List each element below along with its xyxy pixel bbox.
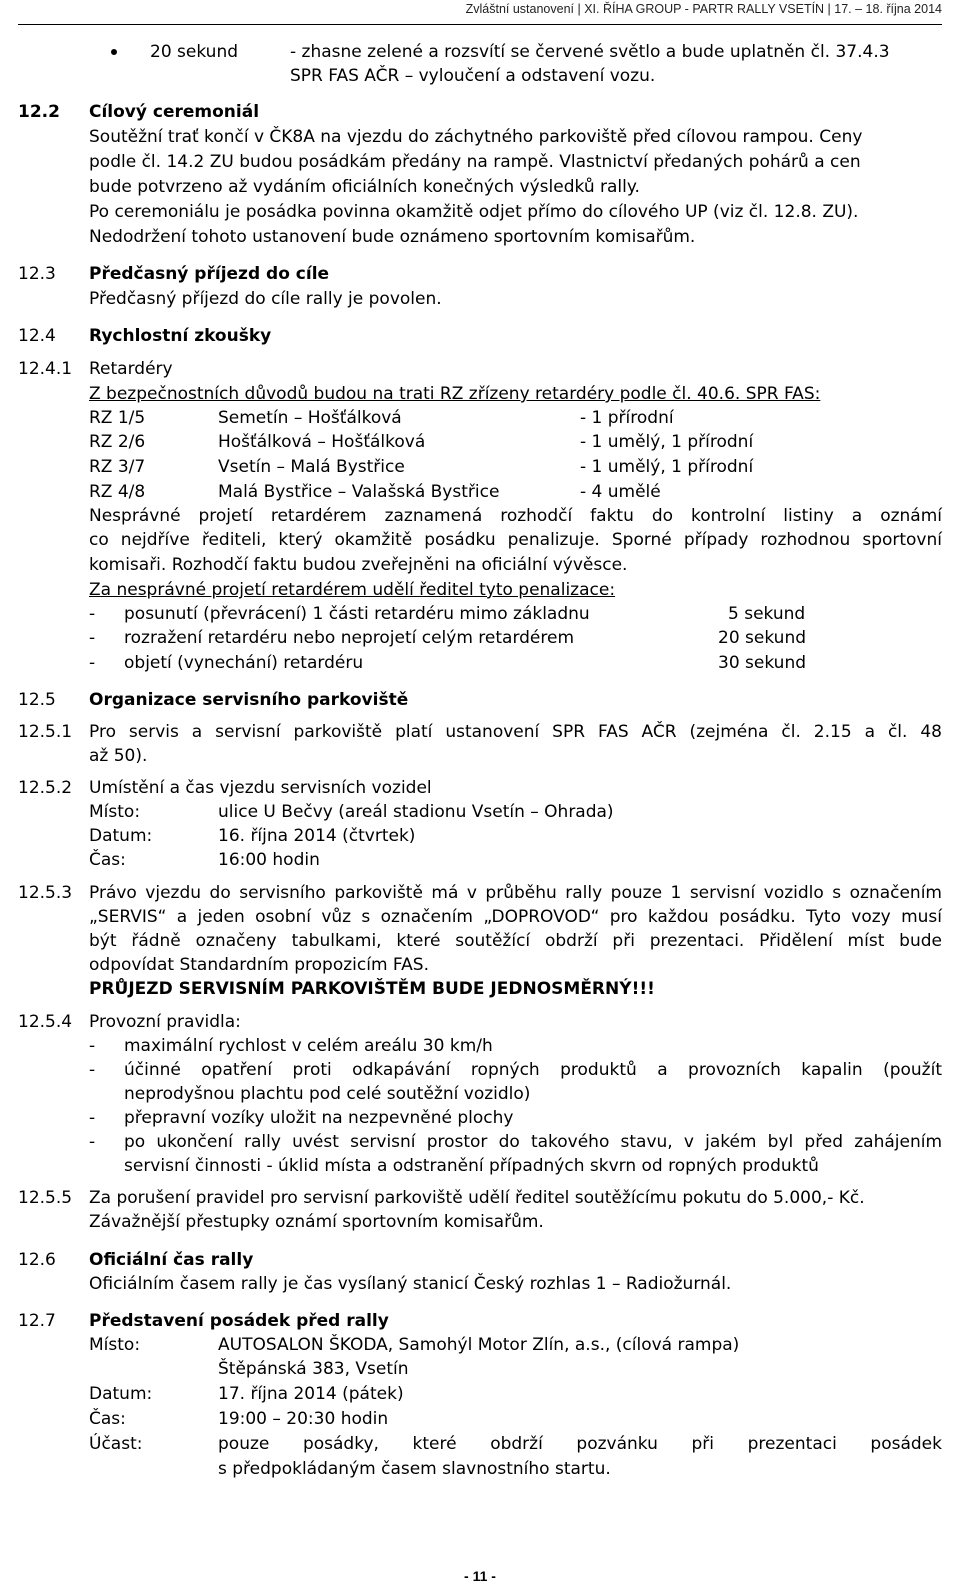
list-item: účinné opatření proti odkapávání ropných produktů a provozních kapalin (použít	[124, 1060, 942, 1080]
paragraph-line: Oficiálním časem rally je čas vysílaný stanicí Český rozhlas 1 – Radiožurnál.	[89, 1274, 732, 1294]
rz-code: RZ 2/6	[89, 432, 146, 452]
section-number: 12.7	[18, 1311, 56, 1331]
paragraph-line: Závažnější přestupky oznámí sportovním komisařům.	[89, 1212, 544, 1232]
section-title: Předčasný příjezd do cíle	[89, 264, 330, 284]
section-title: Cílový ceremoniál	[89, 102, 260, 122]
list-dash: -	[89, 604, 96, 624]
rz-name: Malá Bystřice – Valašská Bystřice	[218, 482, 500, 502]
section-title: Umístění a čas vjezdu servisních vozidel	[89, 778, 432, 798]
penalty-value: 30 sekund	[718, 653, 807, 673]
penalty-value: 5 sekund	[728, 604, 806, 624]
section-number: 12.5.3	[18, 883, 73, 903]
rz-count: - 1 přírodní	[580, 408, 674, 428]
paragraph-line: Právo vjezdu do servisního parkoviště má v průběhu rally pouze 1 servisní vozidlo s označením	[89, 883, 942, 903]
rz-name: Vsetín – Malá Bystřice	[218, 457, 405, 477]
penalty-text: rozražení retardéru nebo neprojetí celým retardérem	[124, 628, 575, 648]
list-dash: -	[89, 653, 96, 673]
paragraph-line: až 50).	[89, 746, 148, 766]
field-label: Datum:	[89, 1384, 153, 1404]
section-number: 12.5.5	[18, 1188, 73, 1208]
rz-count: - 1 umělý, 1 přírodní	[580, 457, 754, 477]
paragraph-line: komisaři. Rozhodčí faktu budou zveřejněni na oficiální vývěsce.	[89, 555, 628, 575]
section-title: Provozní pravidla:	[89, 1012, 241, 1032]
field-value: 17. října 2014 (pátek)	[218, 1384, 404, 1404]
rz-code: RZ 1/5	[89, 408, 146, 428]
list-item: neprodyšnou plachtu pod celé soutěžní vozidlo)	[124, 1084, 531, 1104]
bullet-icon	[111, 49, 117, 55]
field-value: ulice U Bečvy (areál stadionu Vsetín – Ohrada)	[218, 802, 614, 822]
paragraph-line: Z bezpečnostních důvodů budou na trati RZ zřízeny retardéry podle čl. 40.6. SPR FAS:	[89, 384, 821, 404]
list-item: servisní činnosti - úklid místa a odstranění případných skvrn od ropných produktů	[124, 1156, 819, 1176]
list-dash: -	[89, 1036, 96, 1056]
section-number: 12.5.4	[18, 1012, 73, 1032]
list-item: maximální rychlost v celém areálu 30 km/h	[124, 1036, 493, 1056]
section-number: 12.2	[18, 102, 60, 122]
penalty-value: 20 sekund	[718, 628, 807, 648]
field-label: Účast:	[89, 1434, 143, 1454]
field-label: Místo:	[89, 1335, 141, 1355]
paragraph-line: Po ceremoniálu je posádka povinna okamžitě odjet přímo do cílového UP (viz čl. 12.8. ZU).	[89, 202, 859, 222]
section-number: 12.4.1	[18, 359, 73, 379]
paragraph-line: Předčasný příjezd do cíle rally je povolen.	[89, 289, 442, 309]
field-value: s předpokládaným časem slavnostního startu.	[218, 1459, 611, 1479]
running-header: Zvláštní ustanovení | XI. ŘÍHA GROUP - PARTR RALLY VSETÍN | 17. – 18. října 2014	[465, 2, 942, 16]
intro-time: 20 sekund	[150, 42, 239, 62]
list-item: přepravní vozíky uložit na nezpevněné plochy	[124, 1108, 514, 1128]
field-value: Štěpánská 383, Vsetín	[218, 1359, 409, 1379]
list-dash: -	[89, 628, 96, 648]
section-number: 12.6	[18, 1250, 56, 1270]
paragraph-line: bude potvrzeno až vydáním oficiálních konečných výsledků rally.	[89, 177, 640, 197]
paragraph-line: „SERVIS“ a jeden osobní vůz s označením „DOPROVOD“ pro každou posádku. Tyto vozy musí	[89, 907, 942, 927]
field-label: Datum:	[89, 826, 153, 846]
section-title: Organizace servisního parkoviště	[89, 690, 409, 710]
section-title: Představení posádek před rally	[89, 1311, 389, 1331]
list-dash: -	[89, 1108, 96, 1128]
paragraph-line: Nedodržení tohoto ustanovení bude oznámeno sportovním komisařům.	[89, 227, 696, 247]
paragraph-line: být řádně označeny tabulkami, které soutěžící obdrží při prezentaci. Přidělení míst bude	[89, 931, 942, 951]
page-number: - 11 -	[464, 1568, 496, 1584]
rz-count: - 4 umělé	[580, 482, 661, 502]
paragraph-line: odpovídat Standardním propozicím FAS.	[89, 955, 429, 975]
paragraph-line: Soutěžní trať končí v ČK8A na vjezdu do záchytného parkoviště před cílovou rampou. Ceny	[89, 127, 863, 147]
field-label: Čas:	[89, 850, 126, 870]
paragraph-line: Pro servis a servisní parkoviště platí ustanovení SPR FAS AČR (zejména čl. 2.15 a čl. 48	[89, 722, 942, 742]
rz-name: Semetín – Hošťálková	[218, 408, 402, 428]
paragraph-line: Za porušení pravidel pro servisní parkoviště udělí ředitel soutěžícímu pokutu do 5.000,- Kč.	[89, 1188, 865, 1208]
intro-line: SPR FAS AČR – vyloučení a odstavení vozu.	[290, 66, 656, 86]
penalty-text: posunutí (převrácení) 1 části retardéru mimo základnu	[124, 604, 590, 624]
section-number: 12.4	[18, 326, 56, 346]
list-dash: -	[89, 1132, 96, 1152]
list-item: po ukončení rally uvést servisní prostor do takového stavu, v jakém byl před zahájením	[124, 1132, 942, 1152]
bold-notice: PRŮJEZD SERVISNÍM PARKOVIŠTĚM BUDE JEDNOSMĚRNÝ!!!	[89, 979, 655, 999]
field-value: 16. října 2014 (čtvrtek)	[218, 826, 416, 846]
list-dash: -	[89, 1060, 96, 1080]
field-value: AUTOSALON ŠKODA, Samohýl Motor Zlín, a.s., (cílová rampa)	[218, 1335, 740, 1355]
penalty-heading: Za nesprávné projetí retardérem udělí ředitel tyto penalizace:	[89, 580, 616, 600]
rz-code: RZ 4/8	[89, 482, 146, 502]
penalty-text: objetí (vynechání) retardéru	[124, 653, 364, 673]
field-value: pouze posádky, které obdrží pozvánku při prezentaci posádek	[218, 1434, 942, 1454]
rz-code: RZ 3/7	[89, 457, 146, 477]
section-number: 12.5.1	[18, 722, 73, 742]
section-title: Oficiální čas rally	[89, 1250, 254, 1270]
header-rule	[18, 24, 942, 25]
section-number: 12.5.2	[18, 778, 73, 798]
paragraph-line: Nesprávné projetí retardérem zaznamená rozhodčí faktu do kontrolní listiny a oznámí	[89, 506, 942, 526]
paragraph-line: podle čl. 14.2 ZU budou posádkám předány na rampě. Vlastnictví předaných pohárů a cen	[89, 152, 861, 172]
paragraph-line: co nejdříve řediteli, který okamžitě posádku penalizuje. Sporné případy rozhodnou sportovní	[89, 530, 942, 550]
section-title: Rychlostní zkoušky	[89, 326, 272, 346]
field-label: Čas:	[89, 1409, 126, 1429]
field-value: 19:00 – 20:30 hodin	[218, 1409, 389, 1429]
rz-name: Hošťálková – Hošťálková	[218, 432, 426, 452]
section-title: Retardéry	[89, 359, 173, 379]
field-value: 16:00 hodin	[218, 850, 320, 870]
section-number: 12.5	[18, 690, 56, 710]
intro-line: - zhasne zelené a rozsvítí se červené světlo a bude uplatněn čl. 37.4.3	[290, 42, 890, 62]
section-number: 12.3	[18, 264, 56, 284]
field-label: Místo:	[89, 802, 141, 822]
rz-count: - 1 umělý, 1 přírodní	[580, 432, 754, 452]
